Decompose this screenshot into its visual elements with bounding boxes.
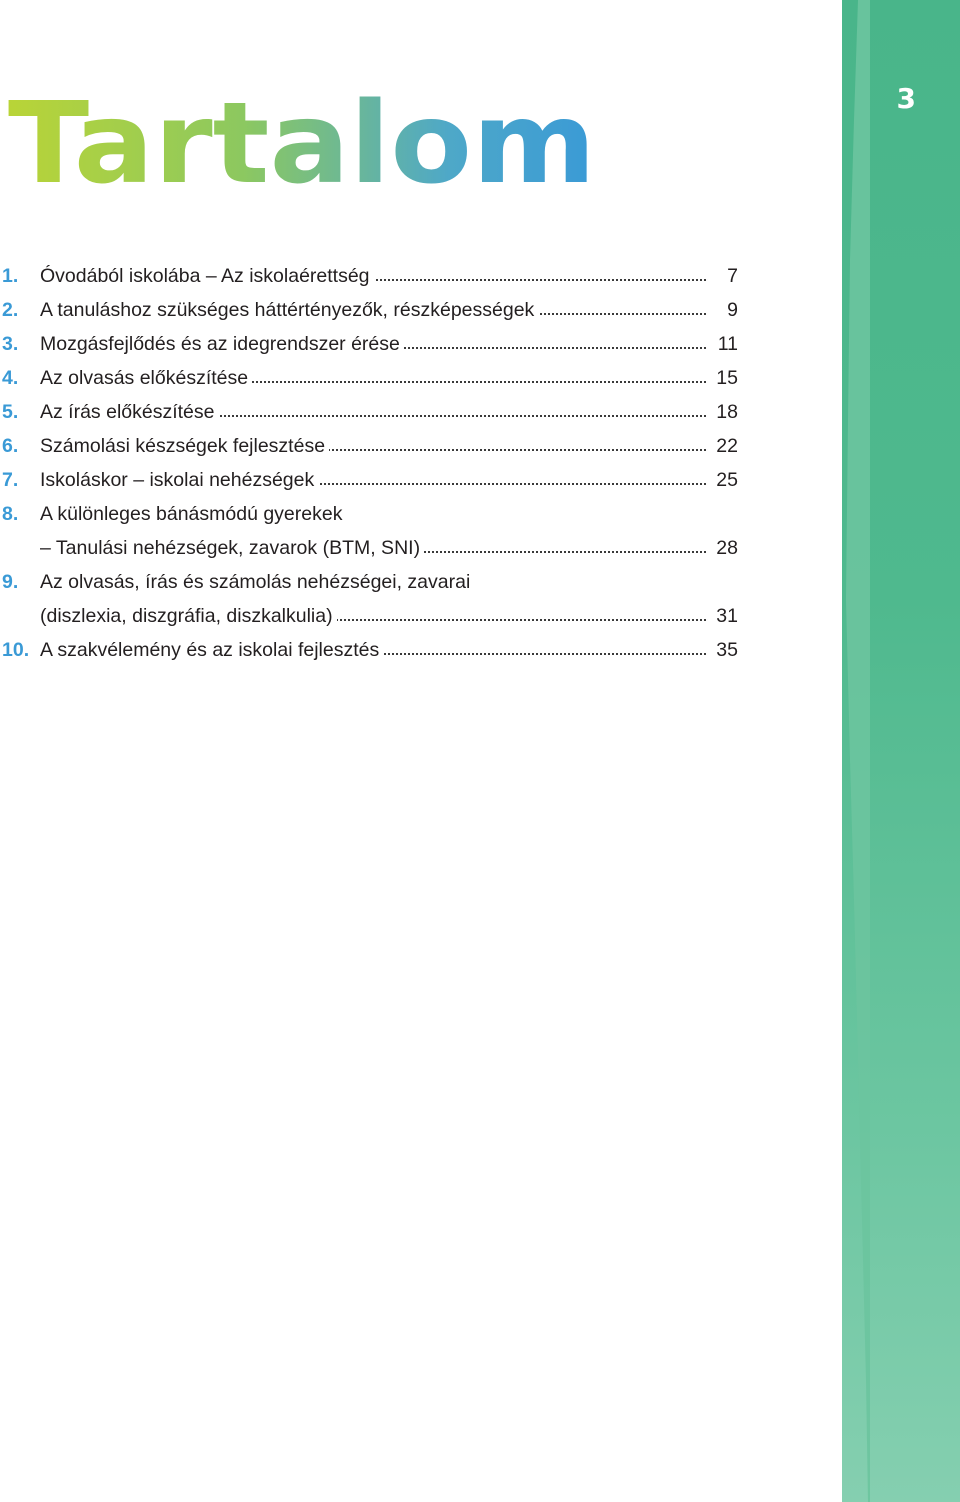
toc-entry-label: Iskoláskor – iskolai nehézségek	[40, 469, 318, 491]
toc-entry[interactable]	[0, 565, 760, 599]
toc-entry[interactable]	[0, 429, 760, 463]
toc-entry-label: A szakvélemény és az iskolai fejlesztés	[40, 639, 383, 661]
toc-entry-number: 2.	[2, 299, 19, 321]
toc-entry-number: 8.	[2, 503, 19, 525]
toc-entry-label: Számolási készségek fejlesztése	[40, 435, 329, 457]
page-number: 3	[896, 82, 916, 115]
toc-entry[interactable]	[0, 463, 760, 497]
toc-entry-label: A tanuláshoz szükséges háttértényezők, részképességek	[40, 299, 538, 321]
toc-entry[interactable]	[0, 395, 760, 429]
toc-entry-number: 9.	[2, 571, 19, 593]
title-text: Tartalom	[8, 79, 596, 209]
page-title	[0, 60, 620, 210]
toc-entry-title	[40, 599, 706, 633]
watercolor-band-edge	[820, 0, 870, 1502]
toc-entry-page: 22	[716, 435, 738, 457]
toc-entry-label: (diszlexia, diszgráfia, diszkalkulia)	[40, 605, 337, 627]
toc-entry-label: Mozgásfejlődés és az idegrendszer érése	[40, 333, 404, 355]
toc-entry-title	[40, 633, 706, 667]
toc-entry-number: 4.	[2, 367, 19, 389]
toc-entry-label: Óvodából iskolába – Az iskolaérettség	[40, 265, 374, 287]
toc-entry-title	[40, 361, 706, 395]
toc-entry-title	[40, 531, 706, 565]
toc-entry[interactable]	[0, 259, 760, 293]
table-of-contents	[0, 259, 760, 667]
toc-entry-title	[40, 327, 706, 361]
toc-entry-page: 31	[716, 605, 738, 627]
toc-entry-title	[40, 395, 706, 429]
toc-entry[interactable]	[0, 497, 760, 531]
toc-entry-title	[40, 429, 706, 463]
toc-entry-number: 1.	[2, 265, 19, 287]
toc-entry-label: Az írás előkészítése	[40, 401, 219, 423]
toc-entry[interactable]	[0, 293, 760, 327]
toc-entry-label: Az olvasás, írás és számolás nehézségei, zavarai	[40, 571, 474, 593]
toc-entry-number: 5.	[2, 401, 19, 423]
toc-entry-label: – Tanulási nehézségek, zavarok (BTM, SNI)	[40, 537, 424, 559]
toc-entry-title	[40, 259, 706, 293]
toc-entry-page: 15	[716, 367, 738, 389]
toc-entry-title	[40, 293, 706, 327]
toc-entry-number: 3.	[2, 333, 19, 355]
toc-entry[interactable]	[0, 599, 760, 633]
toc-entry-number: 7.	[2, 469, 19, 491]
toc-entry[interactable]	[0, 531, 760, 565]
toc-entry-label: Az olvasás előkészítése	[40, 367, 252, 389]
toc-entry-label: A különleges bánásmódú gyerekek	[40, 503, 346, 525]
toc-entry-page: 9	[727, 299, 738, 321]
toc-entry-page: 18	[716, 401, 738, 423]
toc-entry-page: 7	[727, 265, 738, 287]
toc-entry-page: 35	[716, 639, 738, 661]
toc-entry[interactable]	[0, 633, 760, 667]
toc-entry-page: 28	[716, 537, 738, 559]
toc-entry-number: 6.	[2, 435, 19, 457]
toc-entry[interactable]	[0, 361, 760, 395]
toc-entry-title	[40, 565, 706, 599]
toc-entry-number: 10.	[2, 639, 30, 661]
toc-entry-page: 25	[716, 469, 738, 491]
toc-entry-page: 11	[717, 333, 738, 355]
toc-entry-title	[40, 463, 706, 497]
toc-entry[interactable]	[0, 327, 760, 361]
toc-entry-title	[40, 497, 706, 531]
